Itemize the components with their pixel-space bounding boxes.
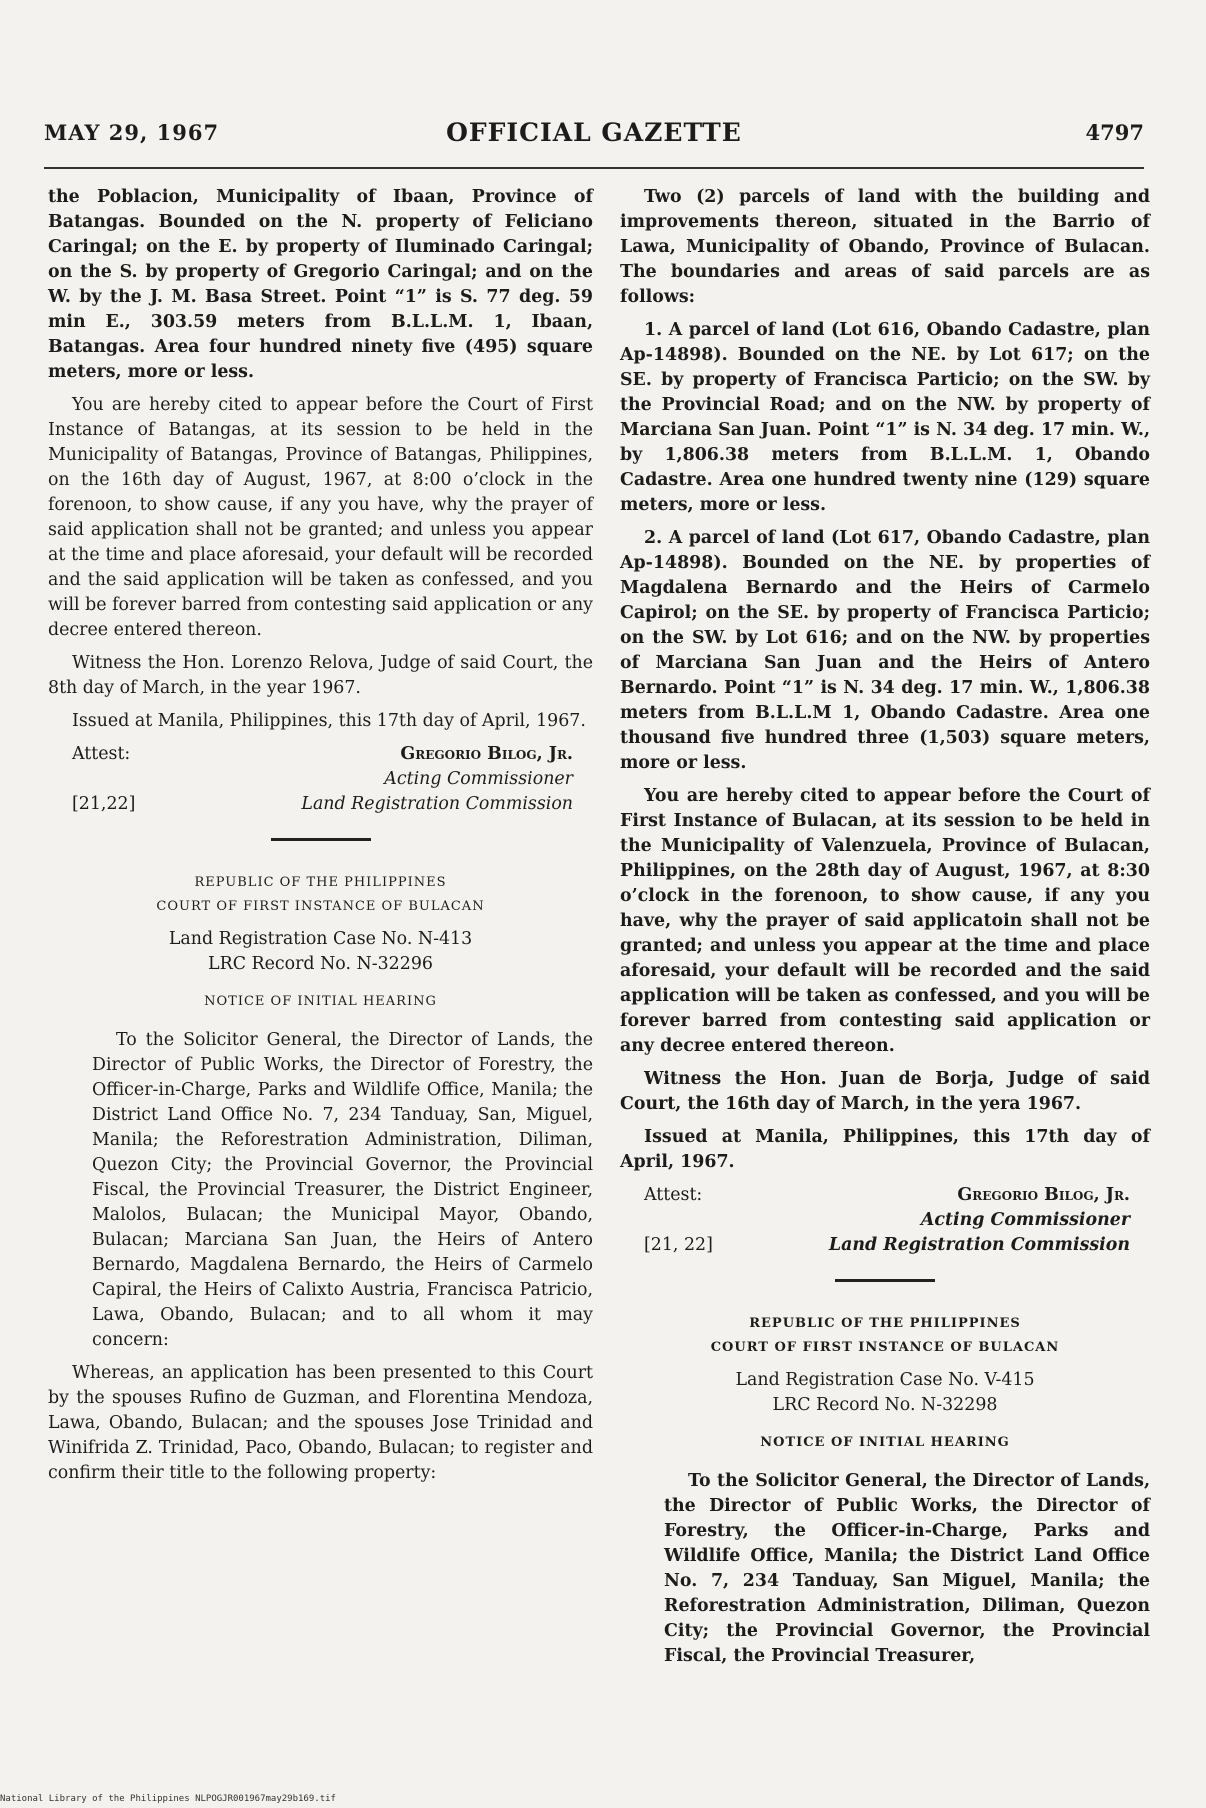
signer-role: Acting Commissioner bbox=[384, 769, 573, 789]
addressees: To the Solicitor General, the Director of Lands, the Director of Public Works, the Director of Forestry, the Officer-in-Charge, Parks and Wildlife Office, Manila; the District Land Office No. 7, 234 Tanduay, San, Miguel, Manila; the Reforestration Administration, Diliman, Quezon City; the Provincial Governor, the Provincial Fiscal, the Provincial Treasurer, the District Engineer, Malolos, Bulacan; the Municipal Mayor, Obando, Bulacan; Marciana San Juan, the Heirs of Antero Bernardo, Magdalena Bernardo, the Heirs of Carmelo Capiral, the Heirs of Calixto Austria, Francisca Patricio, Lawa, Obando, Bulacan; and to all whom it may concern: bbox=[92, 1030, 593, 1350]
whereas-paragraph: Whereas, an application has been presented to this Court by the spouses Rufino de Guzman, and Florentina Mendoza, Lawa, Obando, Bulacan; and the spouses Jose Trinidad and Winifrida Z. Trinidad, Paco, Obando, Bulacan; to register and confirm their title to the following property: bbox=[48, 1363, 593, 1483]
notice-heading: NOTICE OF INITIAL HEARING bbox=[760, 1435, 1010, 1450]
citation-paragraph: You are hereby cited to appear before the Court of First Instance of Batangas, at its session to be held in the Municipality of Batangas, Province of Batangas, Philippines, on the 16th day of August, 1967, at 8:00 o’clock in the forenoon, to show cause, if any you have, why the prayer of said application shall not be granted; and unless you appear at the time and place aforesaid, your default will be recorded and the said application will be taken as confessed, and you will be forever barred from contesting said application or any decree entered thereon. bbox=[48, 395, 593, 640]
section-separator bbox=[835, 1279, 935, 1282]
parcel-2: 2. A parcel of land (Lot 617, Obando Cadastre, plan Ap-14898). Bounded on the NE. by properties of Magdalena Bernardo and the Heirs of Carmelo Capirol; on the SE. by property of Francisca Particio; on the SW. by Lot 616; and on the NW. by properties of Marciana San Juan and the Heirs of Antero Bernardo. Point “1” is N. 34 deg. 17 min. W., 1,806.38 meters from B.L.L.M 1, Obando Cadastre. Area one thousand five hundred three (1,503) square meters, more or less. bbox=[620, 528, 1150, 773]
attest-label: Attest: bbox=[644, 1185, 703, 1205]
issue-reference: [21, 22] bbox=[644, 1235, 713, 1255]
signer-name: Gregorio Bilog, Jr. bbox=[400, 744, 573, 764]
witness-paragraph: Witness the Hon. Lorenzo Relova, Judge of said Court, the 8th day of March, in the year 1967. bbox=[48, 653, 593, 698]
republic-heading: REPUBLIC OF THE PHILIPPINES bbox=[194, 875, 447, 890]
issue-date: MAY 29, 1967 bbox=[44, 120, 220, 145]
header-rule bbox=[44, 167, 1144, 169]
signer-name: Gregorio Bilog, Jr. bbox=[957, 1185, 1130, 1205]
record-number: LRC Record No. N-32296 bbox=[208, 954, 433, 974]
witness-paragraph: Witness the Hon. Juan de Borja, Judge of said Court, the 16th day of March, in the yera 1967. bbox=[620, 1069, 1150, 1114]
signature-block bbox=[620, 1183, 1150, 1261]
signer-office: Land Registration Commission bbox=[301, 794, 573, 814]
court-heading: COURT OF FIRST INSTANCE OF BULACAN bbox=[156, 899, 485, 914]
court-heading: COURT OF FIRST INSTANCE OF BULACAN bbox=[710, 1340, 1060, 1355]
signer-role: Acting Commissioner bbox=[920, 1210, 1130, 1230]
page-header bbox=[44, 112, 1144, 152]
signer-office: Land Registration Commission bbox=[828, 1235, 1130, 1255]
scan-footer: National Library of the Philippines NLPOGJR001967may29b169.tif bbox=[0, 1794, 336, 1804]
attest-label: Attest: bbox=[72, 744, 131, 764]
parcels-intro: Two (2) parcels of land with the building and improvements thereon, situated in the Barrio of Lawa, Municipality of Obando, Province of Bulacan. The boundaries and areas of said parcels are as follows: bbox=[620, 187, 1150, 307]
republic-heading: REPUBLIC OF THE PHILIPPINES bbox=[749, 1316, 1021, 1331]
citation-paragraph: You are hereby cited to appear before the Court of First Instance of Bulacan, at its session to be held in the Municipality of Valenzuela, Province of Bulacan, Philippines, on the 28th day of August, 1967, at 8:30 o’clock in the forenoon, to show cause, if any you have, why the prayer of said applicatoin shall not be granted; and unless you appear at the time and place aforesaid, your default will be recorded and the said application will be taken as confessed, and you will be forever barred from contesting said application or any decree entered thereon. bbox=[620, 786, 1150, 1056]
record-number: LRC Record No. N-32298 bbox=[772, 1395, 998, 1415]
issued-paragraph: Issued at Manila, Philippines, this 17th day of April, 1967. bbox=[620, 1127, 1150, 1172]
addressees: To the Solicitor General, the Director of Lands, the Director of Public Works, the Director of Forestry, the Officer-in-Charge, Parks and Wildlife Office, Manila; the District Land Office No. 7, 234 Tanduay, San Miguel, Manila; the Reforestration Administration, Diliman, Quezon City; the Provincial Governor, the Provincial Fiscal, the Provincial Treasurer, bbox=[664, 1471, 1150, 1666]
publication-title: OFFICIAL GAZETTE bbox=[446, 118, 742, 147]
parcel-1: 1. A parcel of land (Lot 616, Obando Cadastre, plan Ap-14898). Bounded on the NE. by Lot 617; on the SE. by property of Francisca Particio; on the SW. by the Provincial Road; and on the NW. by property of Marciana San Juan. Point “1” is N. 34 deg. 17 min. W., by 1,806.38 meters from B.L.L.M. 1, Obando Cadastre. Area one hundred twenty nine (129) square meters, more or less. bbox=[620, 320, 1150, 515]
section-separator bbox=[271, 838, 371, 841]
signature-block bbox=[48, 742, 593, 820]
property-description: the Poblacion, Municipality of Ibaan, Province of Batangas. Bounded on the N. property of Feliciano Caringal; on the E. by property of Iluminado Caringal; on the S. by property of Gregorio Caringal; and on the W. by the J. M. Basa Street. Point “1” is S. 77 deg. 59 min E., 303.59 meters from B.L.L.M. 1, Ibaan, Batangas. Area four hundred ninety five (495) square meters, more or less. bbox=[48, 187, 593, 382]
case-number: Land Registration Case No. N-413 bbox=[168, 929, 473, 949]
issue-reference: [21,22] bbox=[72, 794, 136, 814]
issued-paragraph: Issued at Manila, Philippines, this 17th day of April, 1967. bbox=[72, 711, 586, 731]
notice-heading: NOTICE OF INITIAL HEARING bbox=[204, 994, 437, 1009]
page-number: 4797 bbox=[1085, 120, 1144, 145]
right-column bbox=[620, 185, 1150, 1677]
left-column bbox=[48, 185, 593, 1494]
case-number: Land Registration Case No. V-415 bbox=[735, 1370, 1035, 1390]
